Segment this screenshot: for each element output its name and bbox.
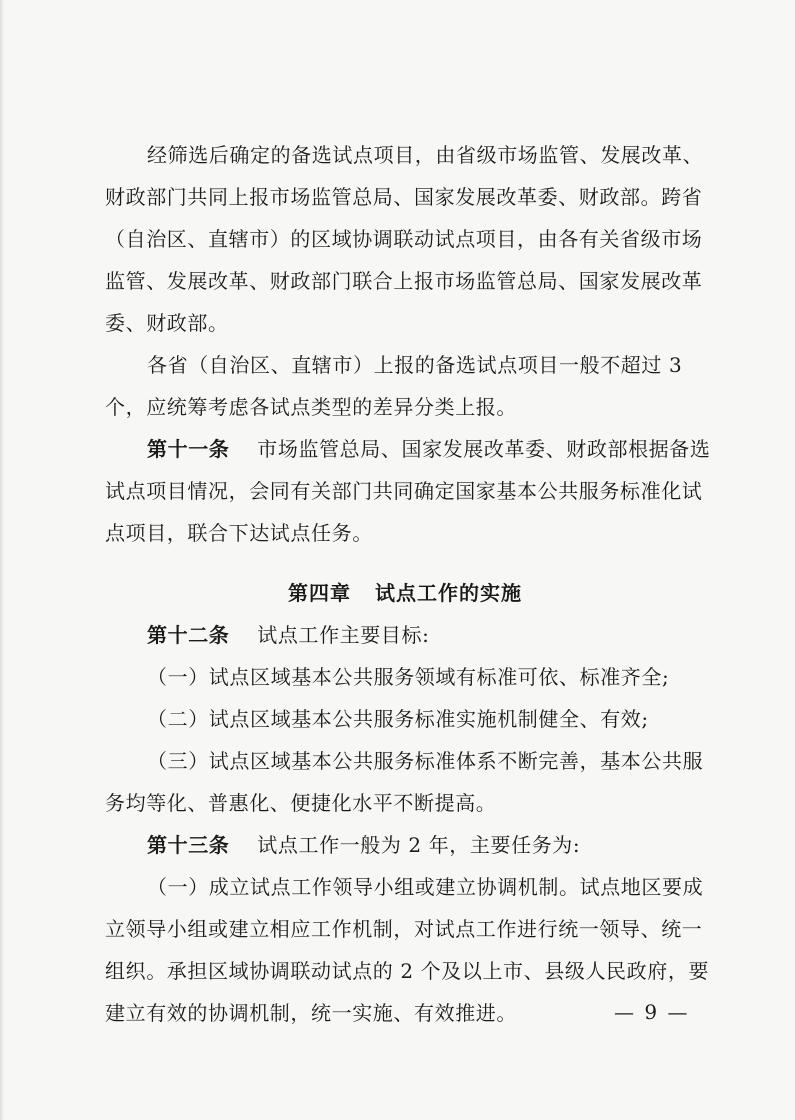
text-line: （自治区、直辖市）的区域协调联动试点项目，由各有关省级市场 xyxy=(105,227,703,251)
list-item: （一）试点区域基本公共服务领域有标准可依、标准齐全; xyxy=(147,665,670,689)
article-label: 第十二条 xyxy=(147,623,230,647)
text-line xyxy=(105,620,705,650)
text-line: （一）成立试点工作领导小组或建立协调机制。试点地区要成 xyxy=(147,875,704,899)
text-line: 建立有效的协调机制，统一实施、有效推进。 xyxy=(105,1001,517,1025)
article-text: 试点工作主要目标: xyxy=(257,623,430,647)
chapter-number: 第四章 xyxy=(288,581,351,605)
text-line: 试点项目情况，会同有关部门共同确定国家基本公共服务标准化试 xyxy=(105,479,703,503)
text-line: 经筛选后确定的备选试点项目，由省级市场监管、发展改革、 xyxy=(147,143,704,167)
text-line: 个，应统筹考虑各试点类型的差异分类上报。 xyxy=(105,395,517,419)
text-line xyxy=(105,434,711,464)
list-item: （二）试点区域基本公共服务标准实施机制健全、有效; xyxy=(147,707,649,731)
scan-edge-shadow xyxy=(0,0,4,1120)
chapter-heading xyxy=(105,578,705,608)
text-line: 务均等化、普惠化、便捷化水平不断提高。 xyxy=(105,791,497,815)
text-line: 组织。承担区域协调联动试点的 2 个及以上市、县级人民政府，要 xyxy=(105,959,710,983)
article-text: 试点工作一般为 2 年，主要任务为: xyxy=(257,833,581,857)
text-line: 点项目，联合下达试点任务。 xyxy=(105,521,373,545)
page-number: — 9 — xyxy=(614,1000,690,1024)
paragraph-2 xyxy=(105,350,705,422)
text-line: 委、财政部。 xyxy=(105,311,229,335)
article-13 xyxy=(105,830,710,1028)
text-line xyxy=(105,830,705,860)
paragraph-1 xyxy=(105,140,705,338)
text-line: 各省（自治区、直辖市）上报的备选试点项目一般不超过 3 xyxy=(147,353,683,377)
text-line: 监管、发展改革、财政部门联合上报市场监管总局、国家发展改革 xyxy=(105,269,703,293)
article-label: 第十三条 xyxy=(147,833,230,857)
article-label: 第十一条 xyxy=(147,437,230,461)
article-text: 市场监管总局、国家发展改革委、财政部根据备选 xyxy=(257,437,711,461)
article-11 xyxy=(105,434,711,548)
text-line: 财政部门共同上报市场监管总局、国家发展改革委、财政部。跨省 xyxy=(105,185,703,209)
chapter-title: 试点工作的实施 xyxy=(375,581,522,605)
list-item: （三）试点区域基本公共服务标准体系不断完善，基本公共服 xyxy=(147,749,704,773)
article-12 xyxy=(105,620,705,818)
text-line: 立领导小组或建立相应工作机制，对试点工作进行统一领导、统一 xyxy=(105,917,703,941)
document-body xyxy=(105,140,711,1040)
